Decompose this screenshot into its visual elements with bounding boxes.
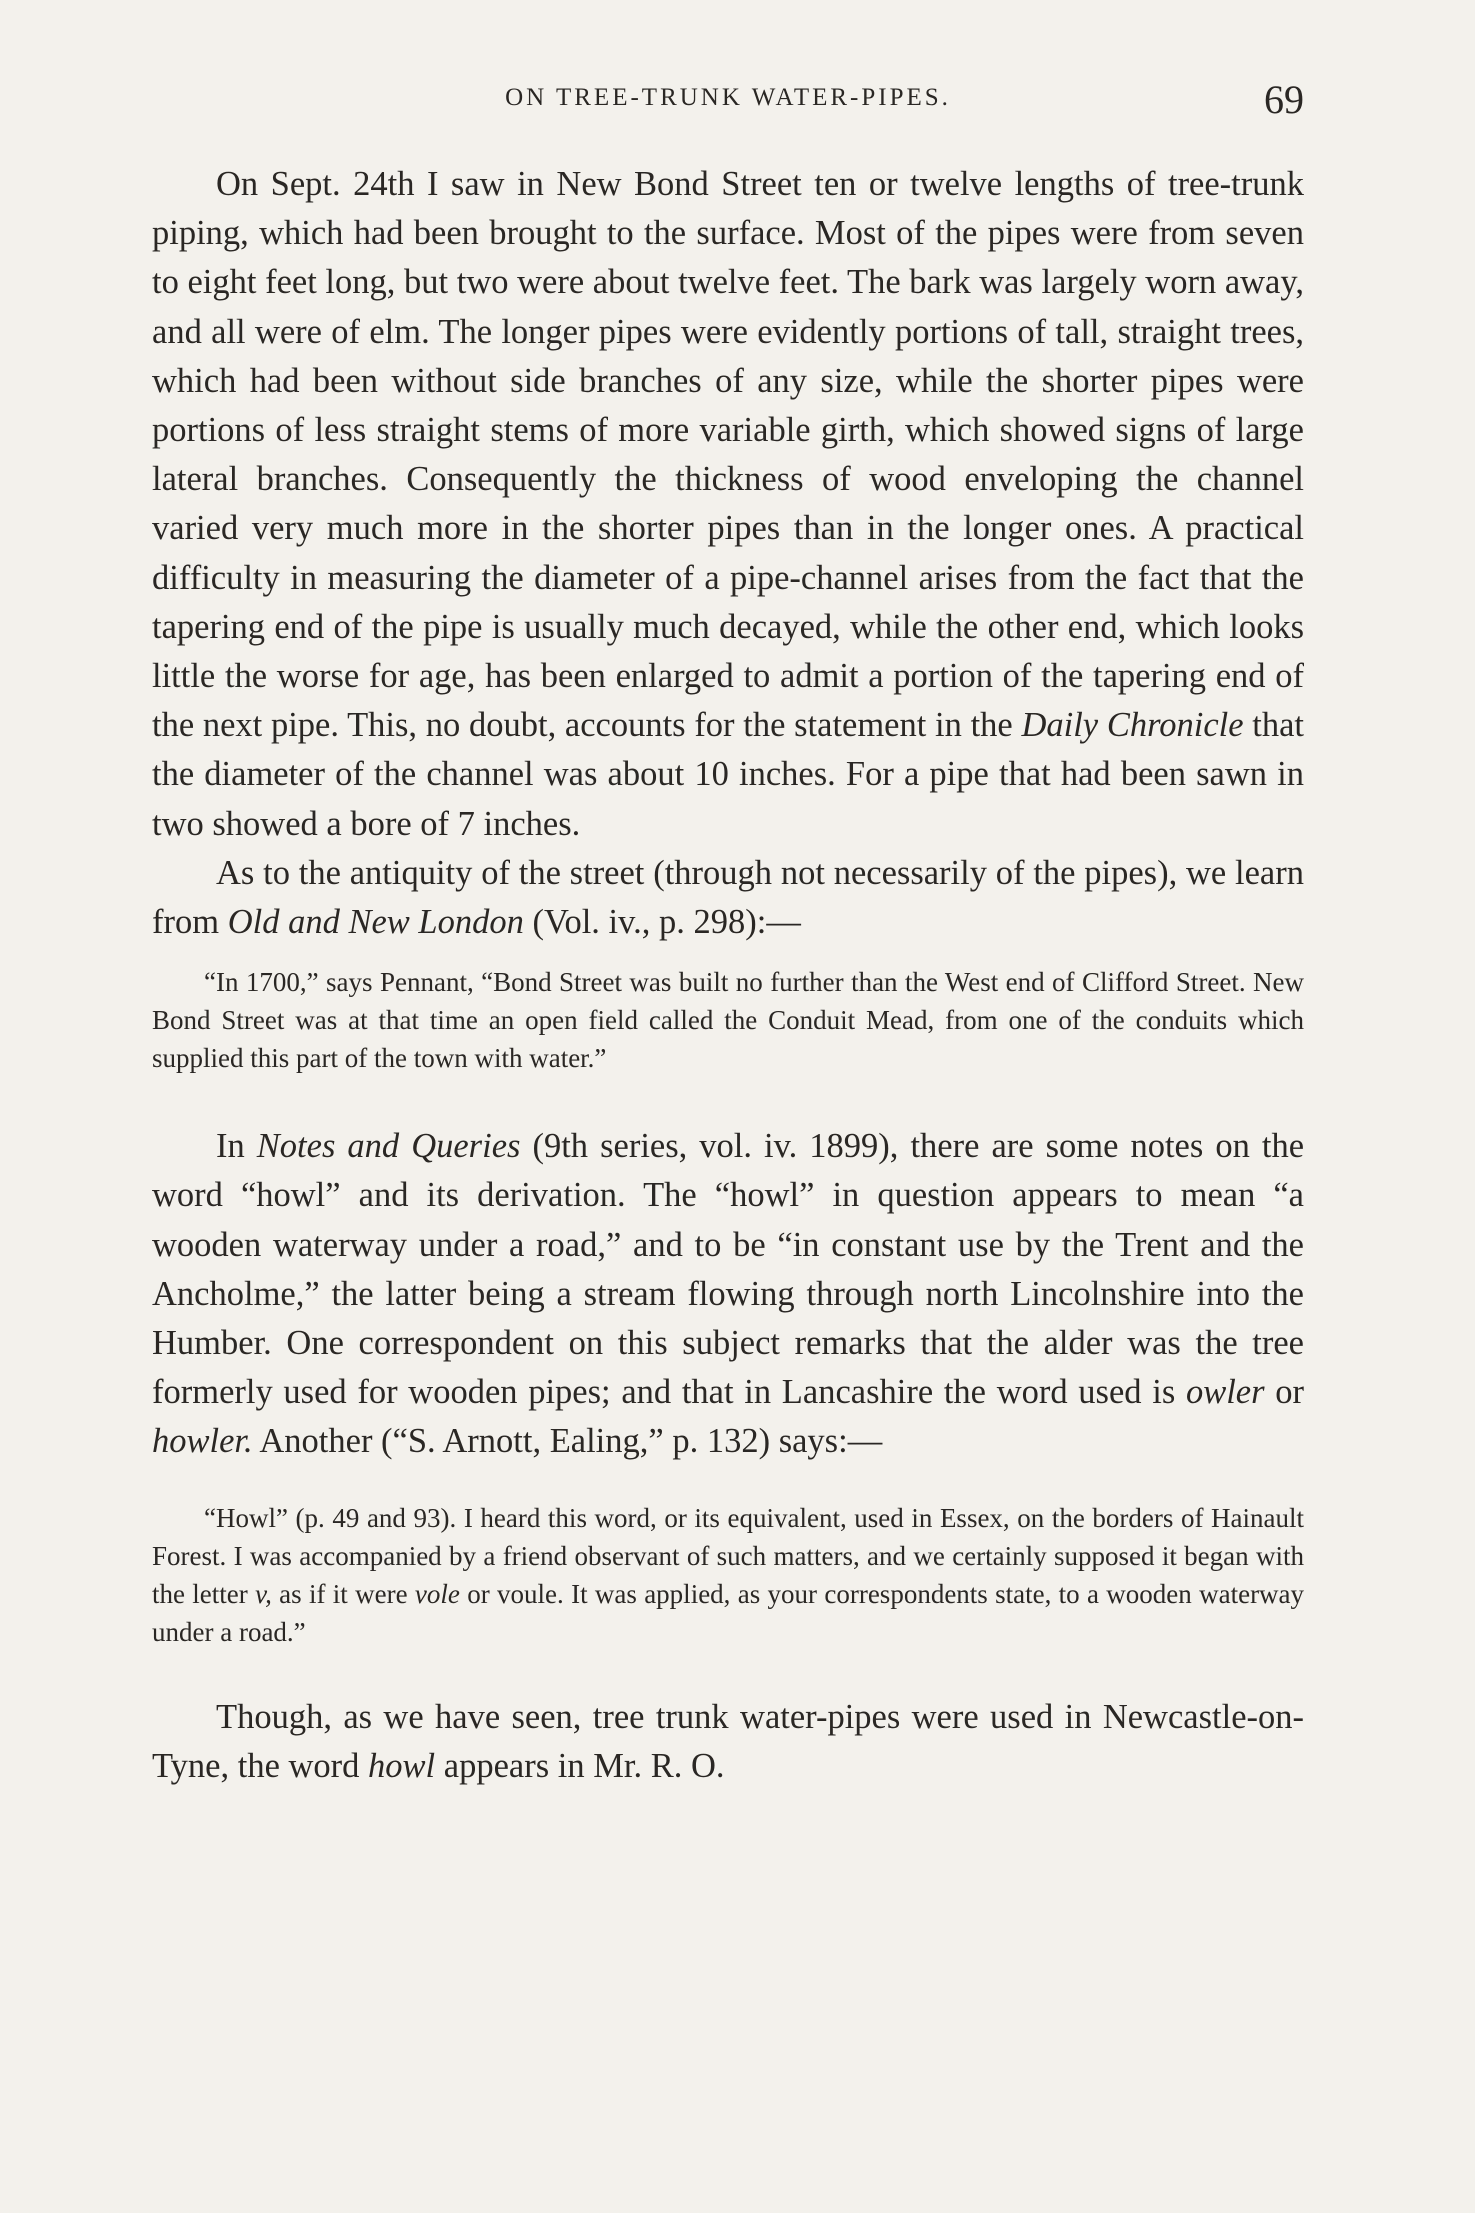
block-quote-pennant: “In 1700,” says Pennant, “Bond Street was built no further than the West end of Clifford Street. New Bond Street was at that time an open field called the Conduit Mead, from one of the conduits which supplied this part of the town with water.” [152,967,1304,1074]
quote-text: “Howl” (p. 49 and 93). I heard this word, or its equivalent, used in Essex, on the borders of Hainault Forest. I was accompanied by a friend observant of such matters, and we certainly supposed it began with the letter [152,1502,1304,1609]
paragraph-text: that the diameter of the channel was about 10 inches. For a pipe that had been sawn in two showed a bore of 7 inches. [152,706,1304,843]
paragraph-text: Another (“S. Arnott, Ealing,” p. 132) says:— [259,1422,883,1461]
paragraph-text: In [216,1127,245,1166]
running-head [152,76,1304,126]
body-text [152,160,1304,1791]
paragraph-antiquity [152,849,1304,947]
paragraph-text: (Vol. iv., p. 298):— [532,903,801,942]
running-title: ON TREE-TRUNK WATER-PIPES. [505,84,951,111]
paragraph-text: appears in Mr. R. O. [443,1746,725,1785]
italic-word-owler: owler [1185,1373,1265,1412]
paragraph-text: Though, as we have seen, tree trunk water-pipes were used in Newcastle-on-Tyne, the word [152,1697,1304,1785]
italic-title-notes-and-queries: Notes and Queries [256,1127,521,1166]
paragraph-notes-and-queries [152,1122,1304,1466]
italic-title-daily-chronicle: Daily Chronicle [1021,706,1244,745]
paragraph-text: On Sept. 24th I saw in New Bond Street ten or twelve lengths of tree-trunk piping, which had been brought to the surface. Most of the pipes were from seven to eight feet long, but two were about twelve feet. The bark was largely worn away, and all were of elm. The longer pipes were evidently portions of tall, straight trees, which had been without side branches of any size, while the shorter pipes were portions of less straight stems of more variable girth, which showed signs of large lateral branches. Consequently the thickness of wood enveloping the channel varied very much more in the shorter pipes than in the longer ones. A practical difficulty in measuring the diameter of a pipe-channel arises from the fact that the tapering end of the pipe is usually much decayed, while the other end, which looks little the worse for age, has been enlarged to admit a portion of the tapering end of the next pipe. This, no doubt, accounts for the statement in the [152,165,1304,745]
block-quote-howl [152,1499,1304,1651]
italic-title-old-and-new-london: Old and New London [227,903,524,942]
paragraph-text: or [1275,1373,1304,1412]
paragraph-text: As to the antiquity of the street (through not necessarily of the pipes), we learn from [152,853,1304,942]
italic-letter-v: v, [255,1578,272,1609]
italic-word-vole: vole [414,1578,460,1609]
paragraph-text: (9th series, vol. iv. 1899), there are some notes on the word “howl” and its derivation. The “howl” in question appears to mean “a wooden waterway under a road,” and to be “in constant use by the Trent and the Ancholme,” the latter being a stream flowing through north Lincolnshire into the Humber. One correspondent on this subject remarks that the alder was the tree formerly used for wooden pipes; and that in Lancashire the word used is [152,1127,1305,1412]
paragraph-new-bond-street [152,160,1304,849]
page-number: 69 [1264,77,1304,122]
book-page [152,0,1304,2213]
paragraph-newcastle [152,1693,1304,1791]
italic-word-howl: howl [368,1746,436,1785]
quote-text: as if it were [279,1578,408,1609]
quote-text: or voule. It was applied, as your correspondents state, to a wooden waterway under a road.” [152,1578,1305,1647]
italic-word-howler: howler. [152,1422,253,1461]
